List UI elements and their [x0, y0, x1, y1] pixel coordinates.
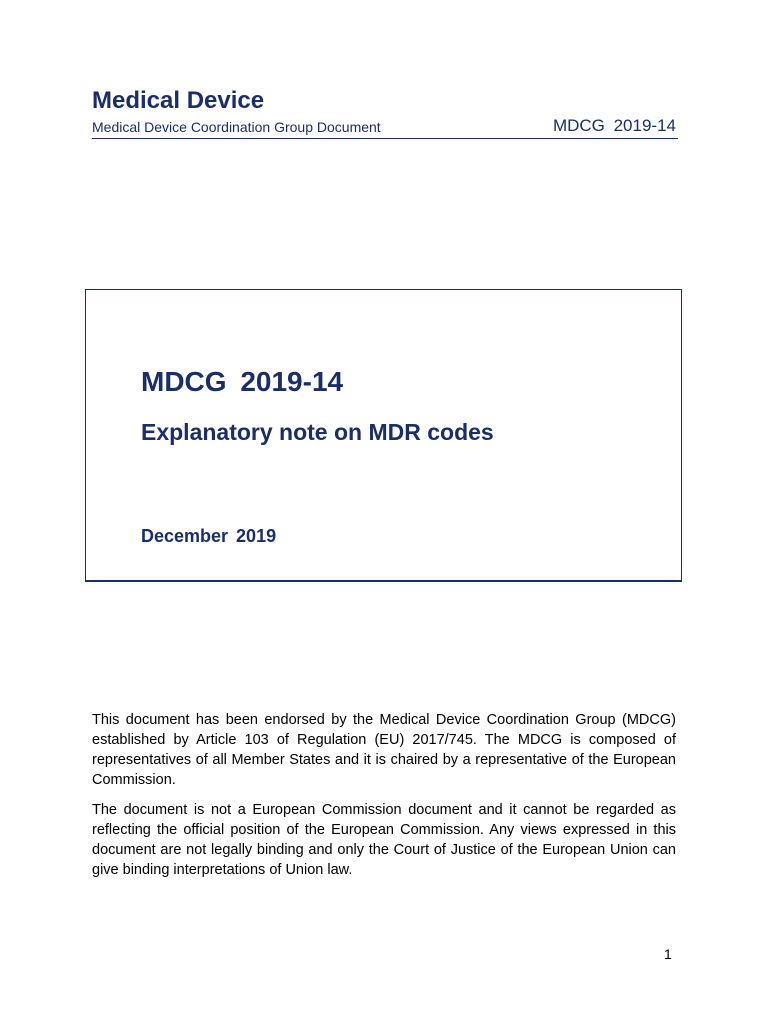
header-subtitle: Medical Device Coordination Group Document — [92, 119, 381, 135]
cover-title: Explanatory note on MDR codes — [141, 419, 494, 445]
page-number: 1 — [664, 946, 672, 962]
cover-box — [85, 289, 682, 582]
disclaimer-paragraph: This document has been endorsed by the Medical Device Coordination Group (MDCG) established by Article 103 of Regulation (EU) 2017/745. The MDCG is composed of representatives of all Member States and it is chaired by a representative of the European Commission. — [92, 712, 676, 788]
header-document-code: MDCG 2019-14 — [552, 116, 676, 135]
cover-date: December 2019 — [141, 526, 277, 546]
disclaimer-text — [92, 710, 676, 890]
header-subtitle-row — [92, 116, 678, 139]
cover-document-code: MDCG 2019-14 — [141, 366, 344, 397]
disclaimer-paragraph: The document is not a European Commission document and it cannot be regarded as reflecting the official position of the European Commission. Any views expressed in this document are not legally binding and only the Court of Justice of the European Union can give binding interpretations of Union law. — [92, 802, 676, 878]
header-title: Medical Device — [92, 87, 265, 114]
page-header — [92, 86, 678, 139]
